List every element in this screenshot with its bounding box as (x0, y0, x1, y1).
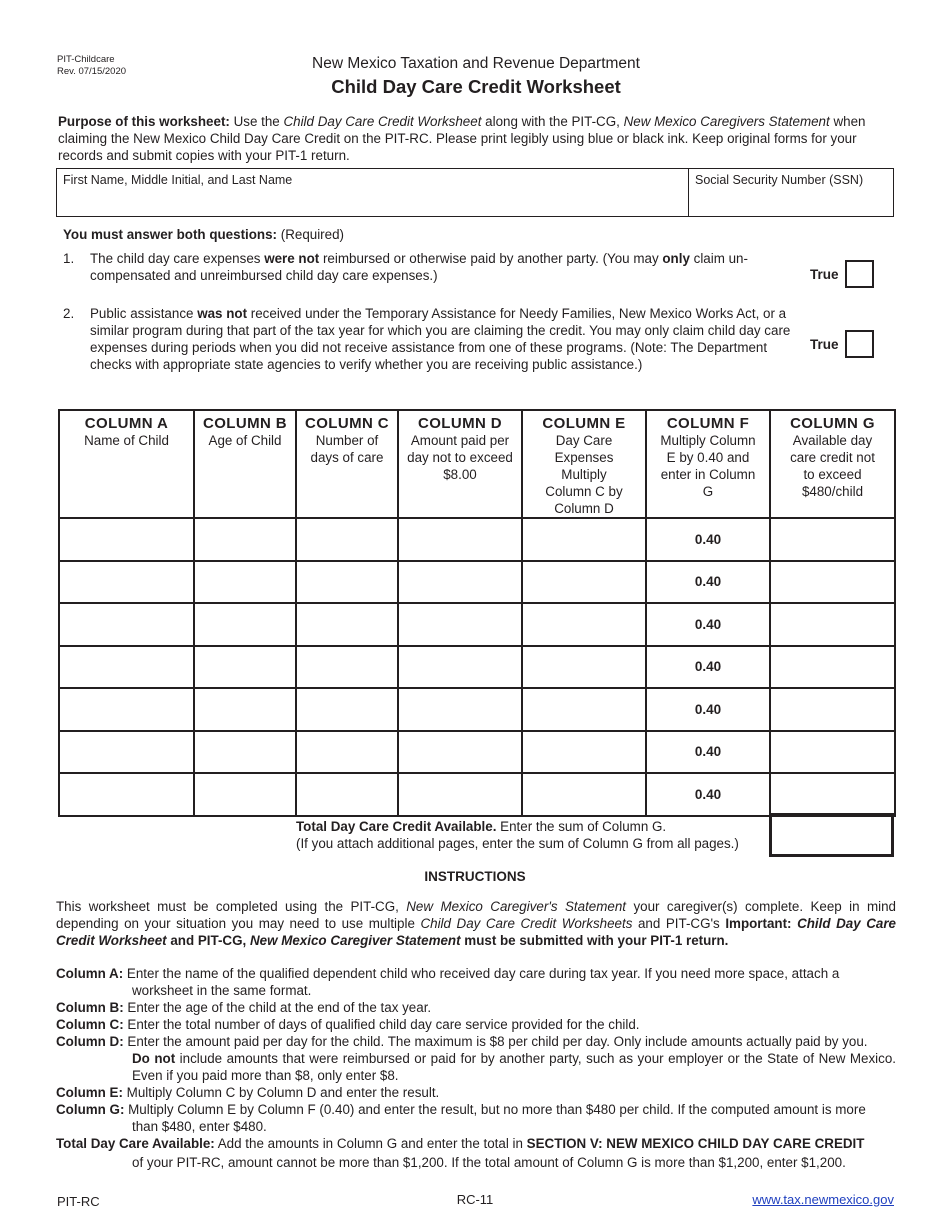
table-row (59, 518, 895, 561)
column-name: COLUMN C (304, 415, 390, 432)
instr-bold: must be submitted with your PIT-1 return. (460, 933, 729, 948)
total-note: (If you attach additional pages, enter the sum of Column G from all pages.) (296, 836, 739, 851)
true-label: True (810, 266, 839, 282)
footer-page-number: RC-11 (456, 1192, 494, 1207)
page-title: Child Day Care Credit Worksheet (331, 76, 621, 97)
definition-bold: Do not (132, 1051, 176, 1066)
definition-bold: SECTION V: NEW MEXICO CHILD DAY CARE CREDIT (526, 1136, 865, 1151)
total-label-bold: Total Day Care Credit Available. (296, 819, 497, 834)
table-row (59, 561, 895, 604)
definition-text: Multiply Column C by Column D and enter the result. (122, 1085, 440, 1100)
definition-label: Column G: (56, 1102, 125, 1117)
cell-day-care-expenses[interactable] (522, 518, 646, 561)
instr-italic: Child Day Care Credit Worksheets (420, 916, 633, 931)
definition-label: Column B: (56, 1000, 124, 1015)
definition-label: Total Day Care Available: (56, 1136, 215, 1151)
definition-text: Enter the age of the child at the end of the tax year. (123, 1000, 432, 1015)
definition-continuation: than $480, enter $480. (132, 1119, 267, 1134)
question-text-bold: only (662, 251, 690, 266)
instr-italic: New Mexico Caregiver's Statement (406, 899, 627, 914)
cell-days-of-care[interactable] (296, 773, 398, 816)
question-number: 2. (63, 306, 75, 321)
column-desc: Age of Child (208, 433, 282, 448)
definition-text: Add the amounts in Column G and enter the total in (214, 1136, 527, 1151)
questions-intro (63, 226, 344, 243)
cell-amount-per-day[interactable] (398, 773, 522, 816)
question-text-part: reimbursed or otherwise paid by another party. (You may (319, 251, 663, 266)
cell-multiplier: 0.40 (646, 518, 770, 561)
cell-days-of-care[interactable] (296, 561, 398, 604)
column-c-header (296, 410, 398, 518)
instr-text: This worksheet must be completed using the PIT-CG, (56, 899, 407, 914)
cell-available-credit[interactable] (770, 518, 895, 561)
purpose-text: along with the PIT-CG, (481, 114, 624, 129)
cell-amount-per-day[interactable] (398, 731, 522, 774)
footer-form-code: PIT-RC (57, 1194, 100, 1209)
cell-child-name[interactable] (59, 561, 194, 604)
column-e-header (522, 410, 646, 518)
table-row (59, 773, 895, 816)
questions-intro-rest: (Required) (277, 227, 344, 242)
column-desc: Name of Child (84, 433, 169, 448)
definition-text: include amounts that were reimbursed or paid for by another party, such as your employer or the State of New Mexico. Even if you paid more than $8, only enter $8. (132, 1051, 897, 1083)
column-name: COLUMN E (542, 415, 626, 432)
definition-column-b (56, 999, 896, 1016)
column-g-header (770, 410, 895, 518)
column-a-header (59, 410, 194, 518)
definition-text: Enter the amount paid per day for the child. The maximum is $8 per child per day. Only include amounts actually paid by you. (123, 1034, 868, 1049)
cell-available-credit[interactable] (770, 731, 895, 774)
name-field-label: First Name, Middle Initial, and Last Name (63, 173, 293, 187)
ssn-field-label: Social Security Number (SSN) (695, 173, 864, 187)
definition-label: Column C: (56, 1017, 124, 1032)
total-label (296, 818, 766, 852)
column-d-header (398, 410, 522, 518)
instr-bold: and PIT-CG, (166, 933, 250, 948)
cell-days-of-care[interactable] (296, 731, 398, 774)
cell-multiplier: 0.40 (646, 688, 770, 731)
cell-multiplier: 0.40 (646, 561, 770, 604)
instructions-heading: INSTRUCTIONS (424, 869, 526, 884)
instr-text: and PIT-CG's (632, 916, 726, 931)
form-id: PIT-Childcare (57, 54, 115, 65)
purpose-italic: New Mexico Caregivers Statement (623, 114, 830, 129)
table-row (59, 646, 895, 689)
department-name: New Mexico Taxation and Revenue Department (312, 55, 640, 72)
column-desc: Day Care Expenses Multiply Column C by Column D (545, 433, 623, 516)
column-desc: Available day care credit not to exceed $480/child (790, 433, 875, 499)
cell-child-age[interactable] (194, 646, 296, 689)
question-text-bold: were not (264, 251, 320, 266)
column-definitions (56, 965, 896, 1171)
purpose-text: Use the (229, 114, 284, 129)
instr-text: your caregiver(s) complete. Keep in mind depending on your situation you may need to use multiple (56, 899, 896, 931)
question-1-true-option (810, 260, 874, 288)
cell-child-name[interactable] (59, 518, 194, 561)
cell-available-credit[interactable] (770, 561, 895, 604)
cell-days-of-care[interactable] (296, 518, 398, 561)
column-name: COLUMN A (84, 415, 169, 432)
definition-text: Multiply Column E by Column F (0.40) and enter the result, but no more than $480 per child. If the computed amount is more (124, 1102, 866, 1117)
definition-column-a (56, 965, 896, 999)
cell-available-credit[interactable] (770, 603, 895, 646)
cell-day-care-expenses[interactable] (522, 646, 646, 689)
question-2 (63, 305, 793, 373)
cell-child-age[interactable] (194, 688, 296, 731)
cell-child-name[interactable] (59, 773, 194, 816)
definition-column-e (56, 1084, 896, 1101)
cell-child-age[interactable] (194, 731, 296, 774)
question-1 (63, 250, 793, 284)
question-2-true-checkbox[interactable] (845, 330, 874, 358)
cell-days-of-care[interactable] (296, 603, 398, 646)
cell-day-care-expenses[interactable] (522, 561, 646, 604)
instr-bold-italic: New Mexico Caregiver Statement (249, 933, 461, 948)
cell-amount-per-day[interactable] (398, 518, 522, 561)
definition-column-d (56, 1033, 896, 1084)
column-name: COLUMN G (790, 415, 875, 432)
cell-child-name[interactable] (59, 688, 194, 731)
form-revision: Rev. 07/15/2020 (57, 66, 127, 77)
worksheet-table (58, 409, 896, 817)
cell-days-of-care[interactable] (296, 688, 398, 731)
question-1-true-checkbox[interactable] (845, 260, 874, 288)
ssn-field[interactable] (689, 169, 893, 216)
cell-amount-per-day[interactable] (398, 646, 522, 689)
definition-continuation: worksheet in the same format. (132, 983, 312, 998)
cell-amount-per-day[interactable] (398, 603, 522, 646)
questions-intro-bold: You must answer both questions: (63, 227, 278, 242)
cell-available-credit[interactable] (770, 688, 895, 731)
table-row (59, 731, 895, 774)
cell-multiplier: 0.40 (646, 773, 770, 816)
name-field[interactable] (57, 169, 689, 216)
question-text-part: claim un-compensated and unreimbursed child day care expenses.) (90, 251, 748, 283)
definition-continuation (56, 1050, 896, 1084)
question-text-part: Public assistance (90, 306, 198, 321)
question-2-true-option (810, 330, 874, 358)
question-number: 1. (63, 251, 75, 266)
column-name: COLUMN B (202, 415, 288, 432)
cell-child-name[interactable] (59, 731, 194, 774)
true-label: True (810, 336, 839, 352)
definition-label: Column D: (56, 1034, 124, 1049)
cell-child-age[interactable] (194, 518, 296, 561)
cell-child-name[interactable] (59, 603, 194, 646)
table-row (59, 603, 895, 646)
column-desc: Multiply Column E by 0.40 and enter in Column G (660, 433, 756, 499)
definition-total (56, 1135, 896, 1171)
total-label-rest: Enter the sum of Column G. (496, 819, 667, 834)
cell-multiplier: 0.40 (646, 731, 770, 774)
table-header-row (59, 410, 895, 518)
instr-bold: Important: (725, 916, 798, 931)
purpose-label: Purpose of this worksheet: (58, 114, 230, 129)
column-f-header (646, 410, 770, 518)
cell-child-age[interactable] (194, 561, 296, 604)
cell-day-care-expenses[interactable] (522, 603, 646, 646)
column-name: COLUMN D (417, 415, 503, 432)
cell-available-credit[interactable] (770, 773, 895, 816)
definition-continuation: of your PIT-RC, amount cannot be more than $1,200. If the total amount of Column G is more than $1,200, enter $1,200. (132, 1155, 846, 1170)
cell-day-care-expenses[interactable] (522, 731, 646, 774)
cell-child-age[interactable] (194, 773, 296, 816)
question-text (90, 250, 793, 284)
definition-column-c (56, 1016, 896, 1033)
question-text-part: received under the Temporary Assistance for Needy Families, New Mexico Works Act, or a similar program during that part of the tax year for which you are claiming the credit. You may only claim child day care expenses during periods when you did not receive assistance from one of these programs. (Note: The Department checks with appropriate state agencies to verify whether you are receiving public assistance.) (90, 306, 791, 372)
table-row (59, 688, 895, 731)
definition-text: Enter the total number of days of qualified child day care service provided for the child. (123, 1017, 640, 1032)
cell-child-name[interactable] (59, 646, 194, 689)
cell-multiplier: 0.40 (646, 603, 770, 646)
cell-amount-per-day[interactable] (398, 561, 522, 604)
column-desc: Amount paid per day not to exceed $8.00 (407, 433, 513, 482)
cell-amount-per-day[interactable] (398, 688, 522, 731)
definition-label: Column E: (56, 1085, 123, 1100)
footer-website-link[interactable]: www.tax.newmexico.gov (752, 1192, 894, 1207)
cell-days-of-care[interactable] (296, 646, 398, 689)
column-b-header (194, 410, 296, 518)
cell-available-credit[interactable] (770, 646, 895, 689)
purpose-italic: Child Day Care Credit Worksheet (283, 114, 482, 129)
purpose-paragraph (58, 113, 898, 164)
cell-child-age[interactable] (194, 603, 296, 646)
question-text-bold: was not (197, 306, 248, 321)
cell-day-care-expenses[interactable] (522, 688, 646, 731)
definition-label: Column A: (56, 966, 124, 981)
column-name: COLUMN F (666, 415, 750, 432)
instructions-paragraph (56, 898, 896, 949)
definition-text: Enter the name of the qualified dependent child who received day care during tax year. If you need more space, attach a (123, 966, 840, 981)
definition-column-g (56, 1101, 896, 1135)
question-text (90, 305, 793, 373)
cell-multiplier: 0.40 (646, 646, 770, 689)
purpose-text: when claiming the New Mexico Child Day Care Credit on the PIT-RC. Please print legibly using blue or black ink. Keep original forms for your records and submit copies with your PIT-1 return. (58, 114, 866, 163)
column-desc: Number of days of care (310, 433, 384, 465)
cell-day-care-expenses[interactable] (522, 773, 646, 816)
instr-bold-italic: Child Day Care Credit Worksheet (56, 916, 896, 948)
identity-box (56, 168, 894, 217)
question-text-part: The child day care expenses (90, 251, 265, 266)
total-credit-field[interactable] (769, 813, 894, 857)
